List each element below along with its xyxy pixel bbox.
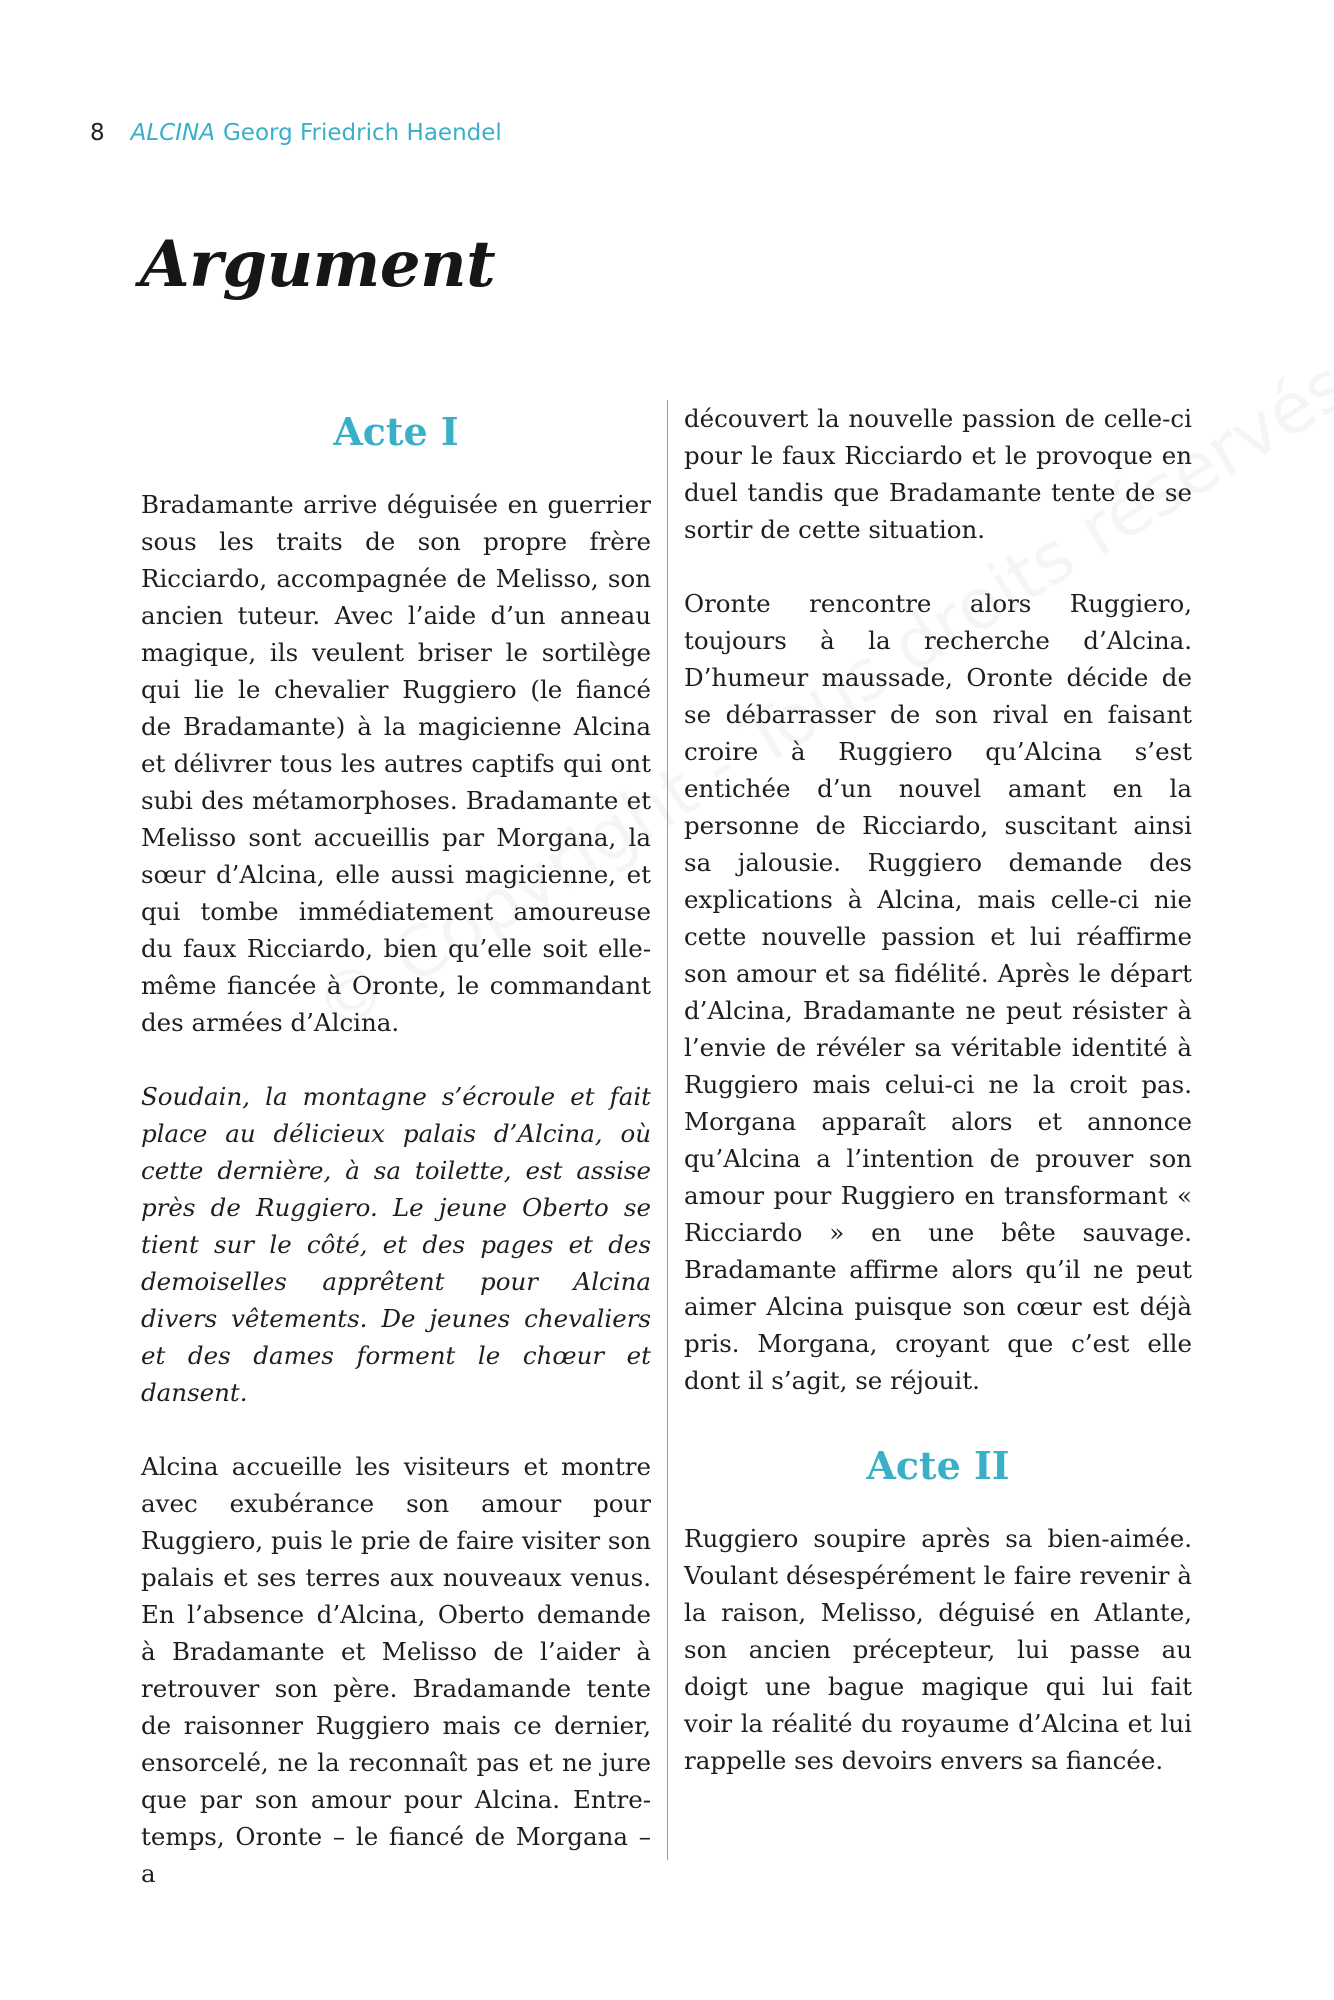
paragraph: Oronte rencontre alors Ruggiero, toujours à la recherche d’Alcina. D’humeur maussade, Oronte décide de se débarrasser de son rival en faisant croire à Ruggiero qu’Alcina s’est entichée d’un nouvel amant en la personne de Ricciardo, suscitant ainsi sa jalousie. Ruggiero demande des explications à Alcina, mais celle-ci nie cette nouvelle passion et lui réaffirme son amour et sa fidélité. Après le départ d’Alcina, Bradamante ne peut résister à l’envie de révéler sa véritable identité à Ruggiero mais celui-ci ne la croit pas. Morgana apparaît alors et annonce qu’Alcina a l’intention de prouver son amour pour Ruggiero en transformant « Ricciardo » en une bête sauvage. Bradamante affirme alors qu’il ne peut aimer Alcina puisque son cœur est déjà pris. Morgana, croyant que c’est elle dont il s’agit, se réjouit. [684,589,1192,1395]
paragraph: Alcina accueille les visiteurs et montre avec exubérance son amour pour Ruggiero, puis le prie de faire visiter son palais et ses terres aux nouveaux venus. En l’absence d’Alcina, Oberto demande à Bradamante et Melisso de l’aider à retrouver son père. Bradamande tente de raisonner Ruggiero mais ce dernier, ensorcelé, ne la reconnaît pas et ne jure que par son amour pour Alcina. Entre-temps, Oronte – le fiancé de Morgana – a [141,1452,651,1888]
right-column [684,400,1192,1779]
stage-direction-paragraph: Soudain, la montagne s’écroule et fait place au délicieux palais d’Alcina, où cette dernière, à sa toilette, est assise près de Ruggiero. Le jeune Oberto se tient sur le côté, et des pages et des demoiselles apprêtent pour Alcina divers vêtements. De jeunes chevaliers et des dames forment le chœur et dansent. [141,1082,651,1407]
running-header [90,118,502,148]
page-title: Argument [140,227,496,302]
left-column [141,392,651,1892]
page-number: 8 [90,120,105,146]
composer-name: Georg Friedrich Haendel [222,120,502,146]
paragraph: Ruggiero soupire après sa bien-aimée. Voulant désespérément le faire revenir à la raison, Melisso, déguisé en Atlante, son ancien précepteur, lui passe au doigt une bague magique qui lui fait voir la réalité du royaume d’Alcina et lui rappelle ses devoirs envers sa fiancée. [684,1524,1192,1775]
act-2-heading: Acte II [866,1443,1010,1488]
act-1-heading: Acte I [333,409,459,454]
paragraph: Bradamante arrive déguisée en guerrier sous les traits de son propre frère Ricciardo, accompagnée de Melisso, son ancien tuteur. Avec l’aide d’un anneau magique, ils veulent briser le sortilège qui lie le chevalier Ruggiero (le fiancé de Bradamante) à la magicienne Alcina et délivrer tous les autres captifs qui ont subi des métamorphoses. Bradamante et Melisso sont accueillis par Morgana, la sœur d’Alcina, elle aussi magicienne, et qui tombe immédiatement amoureuse du faux Ricciardo, bien qu’elle soit elle-même fiancée à Oronte, le commandant des armées d’Alcina. [141,490,651,1037]
work-title: ALCINA [130,120,215,146]
paragraph: découvert la nouvelle passion de celle-ci pour le faux Ricciardo et le provoque en duel tandis que Bradamante tente de se sortir de cette situation. [684,404,1192,544]
column-divider [667,400,668,1860]
